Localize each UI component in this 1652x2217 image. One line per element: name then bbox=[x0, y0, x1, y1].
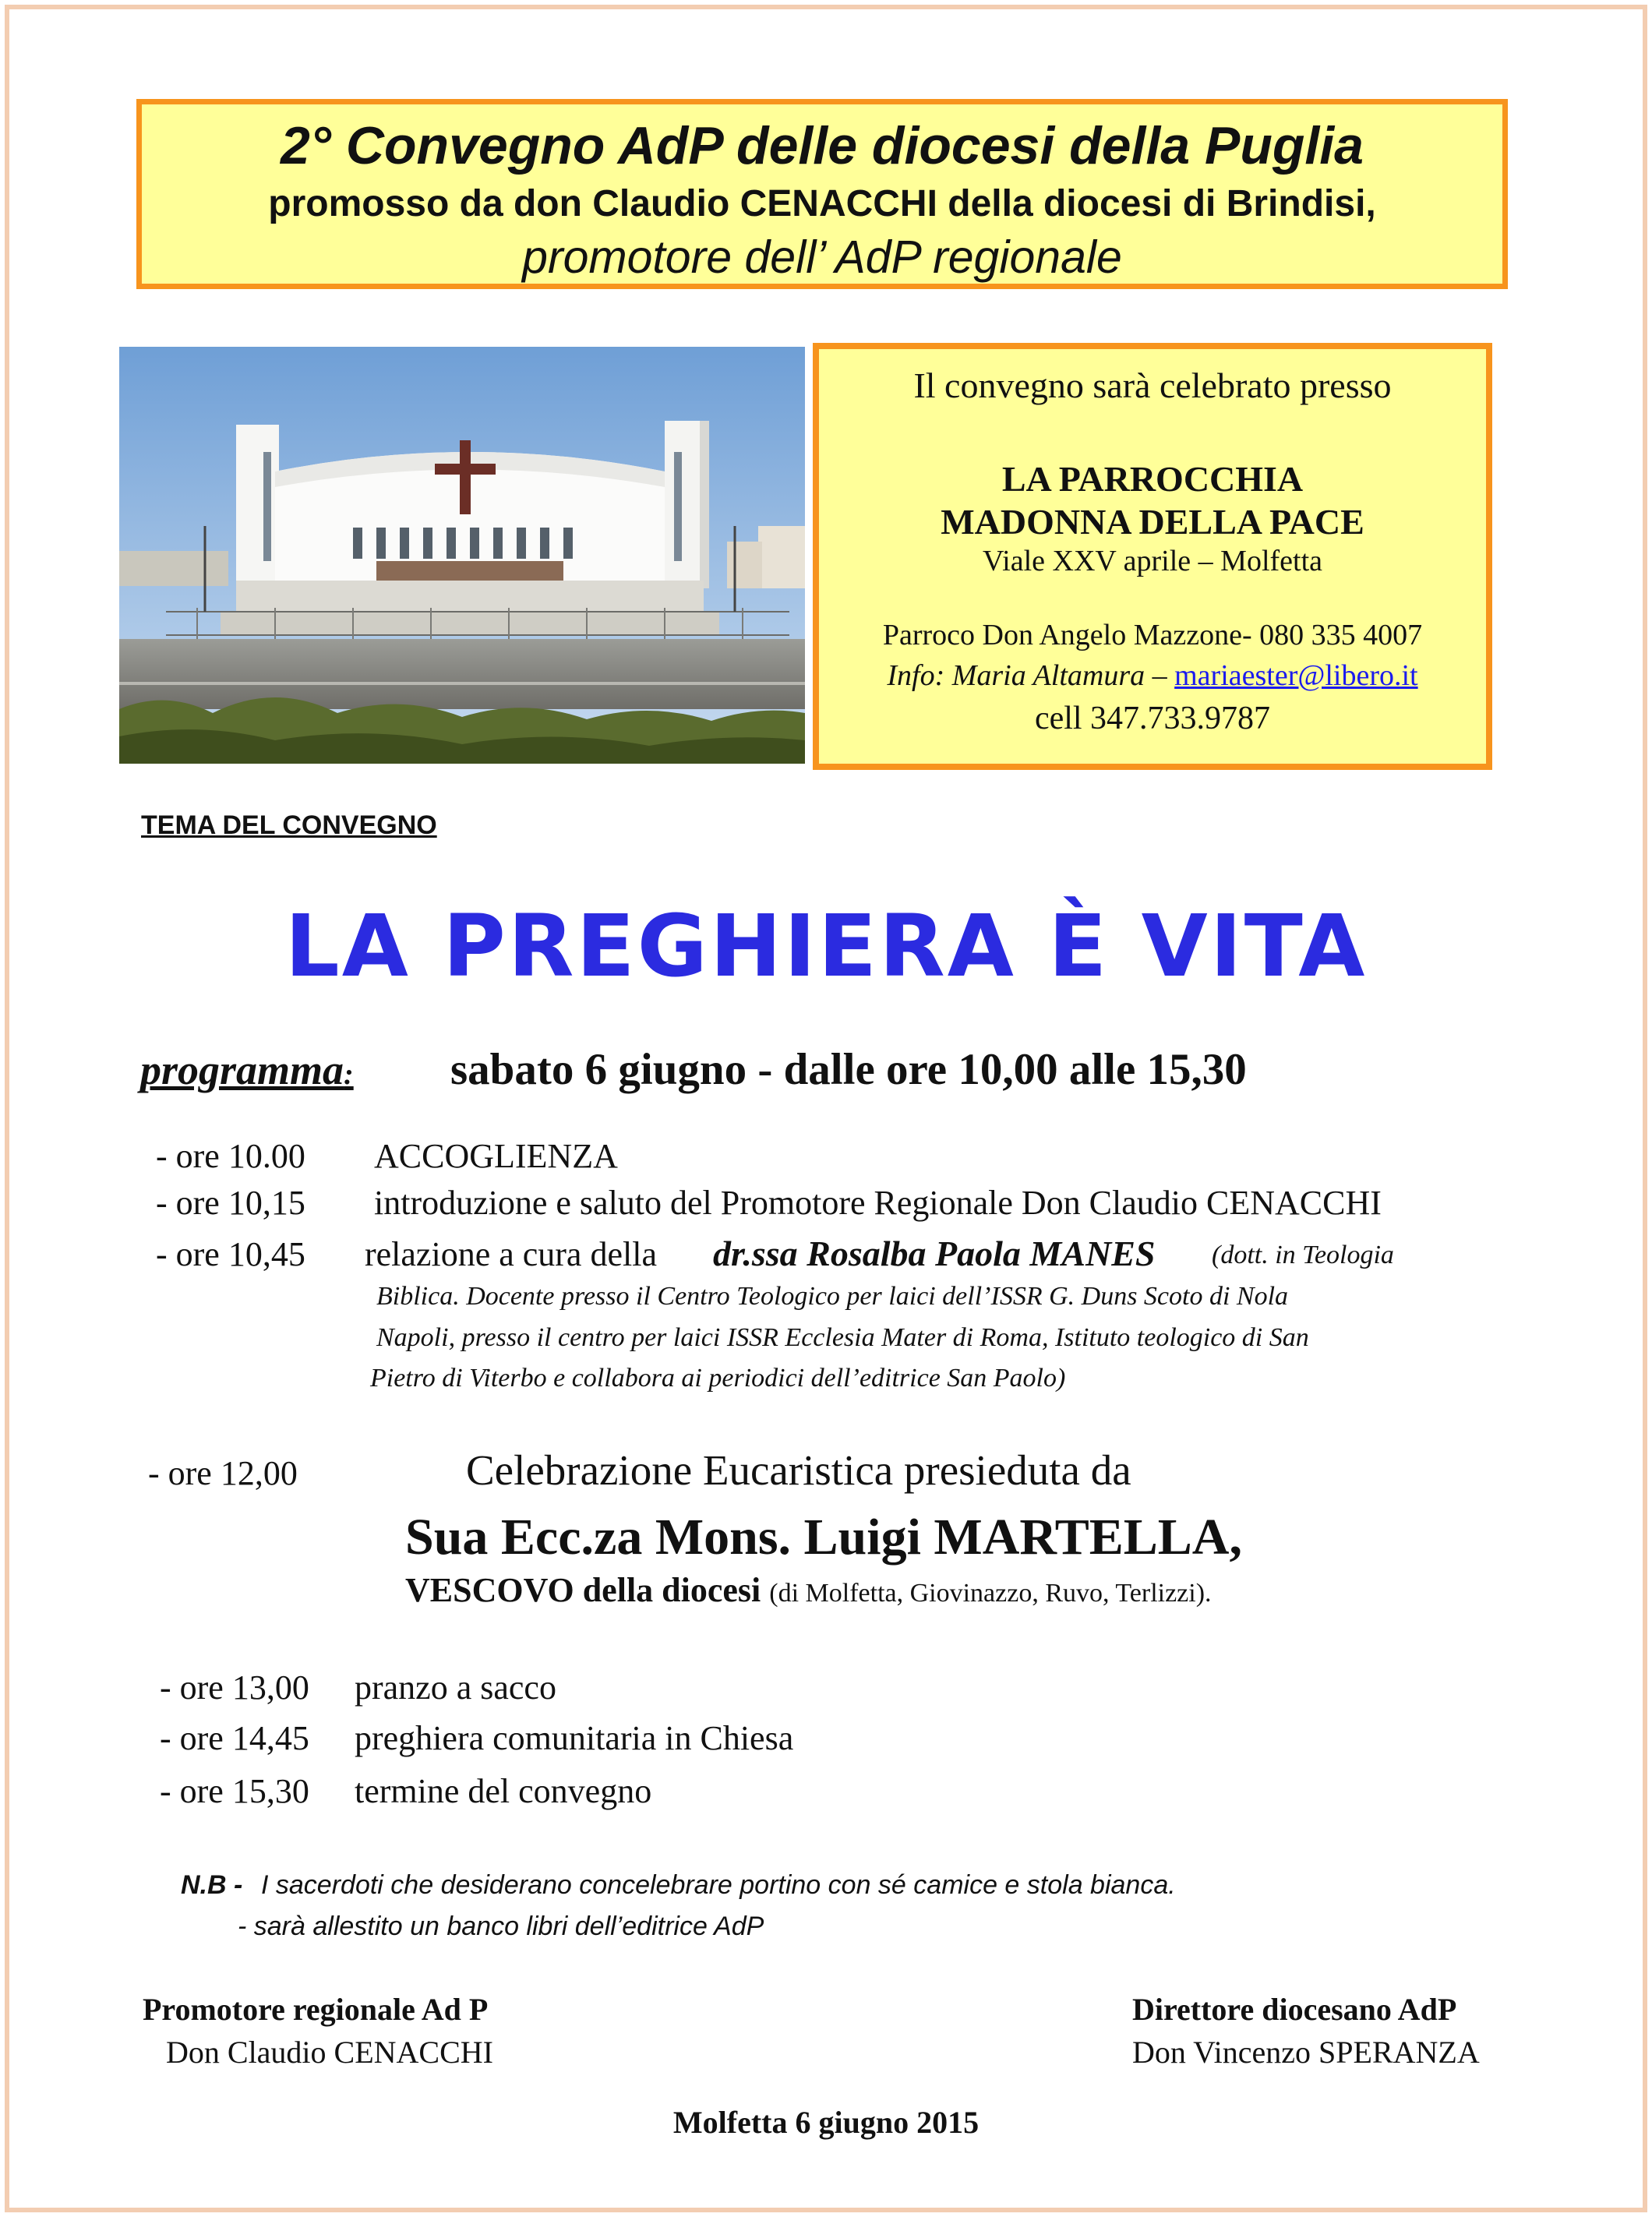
header-box bbox=[136, 99, 1508, 289]
venue-email-link[interactable]: mariaester@libero.it bbox=[1174, 659, 1418, 692]
program-label-colon: : bbox=[344, 1058, 354, 1091]
speaker-note-4: Pietro di Viterbo e collabora ai periodici dell’editrice San Paolo) bbox=[370, 1364, 1066, 1393]
event-promoter: promosso da don Claudio CENACCHI della diocesi di Brindisi, bbox=[268, 183, 1376, 224]
theme-label: TEMA DEL CONVEGNO bbox=[141, 810, 437, 840]
venue-address: Viale XXV aprile – Molfetta bbox=[983, 545, 1322, 577]
venue-name-line1: LA PARROCCHIA bbox=[1001, 459, 1304, 499]
mass-title: Celebrazione Eucaristica presieduta da bbox=[466, 1446, 1131, 1494]
event-promoter-role: promotore dell’ AdP regionale bbox=[522, 231, 1122, 283]
footer-date: Molfetta 6 giugno 2015 bbox=[672, 2105, 980, 2140]
speaker-note-3: Napoli, presso il centro per laici ISSR Ecclesia Mater di Roma, Istituto teologico di San bbox=[376, 1323, 1309, 1352]
speaker-note-2: Biblica. Docente presso il Centro Teologico per laici dell’ISSR G. Duns Scoto di Nola bbox=[376, 1282, 1289, 1311]
schedule-text-2: introduzione e saluto del Promotore Regionale Don Claudio CENACCHI bbox=[374, 1184, 1382, 1222]
schedule-time-5: - ore 14,45 bbox=[160, 1719, 309, 1757]
signature-left-title: Promotore regionale Ad P bbox=[143, 1992, 489, 2027]
speaker-note-1: (dott. in Teologia bbox=[1212, 1241, 1394, 1269]
signature-right-title: Direttore diocesano AdP bbox=[1132, 1992, 1457, 2027]
nb-label: N.B - bbox=[181, 1870, 243, 1900]
schedule-text-1: ACCOGLIENZA bbox=[374, 1137, 618, 1175]
speaker-name: dr.ssa Rosalba Paola MANES bbox=[713, 1234, 1156, 1273]
church-photo bbox=[119, 347, 805, 764]
venue-box bbox=[813, 343, 1492, 770]
program-date: sabato 6 giugno - dalle ore 10,00 alle 15,30 bbox=[450, 1045, 1247, 1094]
schedule-text-5: preghiera comunitaria in Chiesa bbox=[355, 1719, 794, 1757]
bishop-role-title: VESCOVO della diocesi bbox=[405, 1571, 761, 1609]
schedule-text-3: relazione a cura della bbox=[365, 1235, 657, 1273]
schedule-text-6: termine del convegno bbox=[355, 1772, 652, 1810]
bishop-dioceses: (di Molfetta, Giovinazzo, Ruvo, Terlizzi). bbox=[769, 1579, 1212, 1608]
signature-right-name: Don Vincenzo SPERANZA bbox=[1132, 2035, 1480, 2070]
schedule-time-4: - ore 13,00 bbox=[160, 1668, 309, 1707]
venue-cell: cell 347.733.9787 bbox=[1034, 701, 1271, 736]
nb-line-2: - sarà allestito un banco libri dell’editrice AdP bbox=[238, 1912, 764, 1941]
theme-title: LA PREGHIERA È VITA bbox=[284, 896, 1368, 996]
venue-info-contact: Info: Maria Altamura – bbox=[887, 659, 1167, 692]
bishop-role bbox=[405, 1570, 1212, 1610]
venue-name-line2: MADONNA DELLA PACE bbox=[941, 502, 1364, 542]
mass-time: - ore 12,00 bbox=[148, 1454, 298, 1492]
program-label-text: programma bbox=[140, 1047, 344, 1093]
nb-line-1: I sacerdoti che desiderano concelebrare portino con sé camice e stola bianca. bbox=[261, 1870, 1176, 1900]
venue-info bbox=[819, 658, 1486, 693]
bishop-name: Sua Ecc.za Mons. Luigi MARTELLA, bbox=[405, 1509, 1242, 1566]
signature-left-name: Don Claudio CENACCHI bbox=[166, 2035, 493, 2070]
venue-parroco: Parroco Don Angelo Mazzone- 080 335 4007 bbox=[882, 619, 1423, 651]
venue-intro: Il convegno sarà celebrato presso bbox=[913, 365, 1392, 405]
schedule-text-4: pranzo a sacco bbox=[355, 1668, 556, 1707]
schedule-time-3: - ore 10,45 bbox=[156, 1235, 305, 1273]
schedule-time-1: - ore 10.00 bbox=[156, 1137, 305, 1175]
event-title: 2° Convegno AdP delle diocesi della Puglia bbox=[280, 116, 1364, 175]
schedule-time-2: - ore 10,15 bbox=[156, 1184, 305, 1222]
schedule-time-6: - ore 15,30 bbox=[160, 1772, 309, 1810]
program-label bbox=[140, 1046, 354, 1094]
